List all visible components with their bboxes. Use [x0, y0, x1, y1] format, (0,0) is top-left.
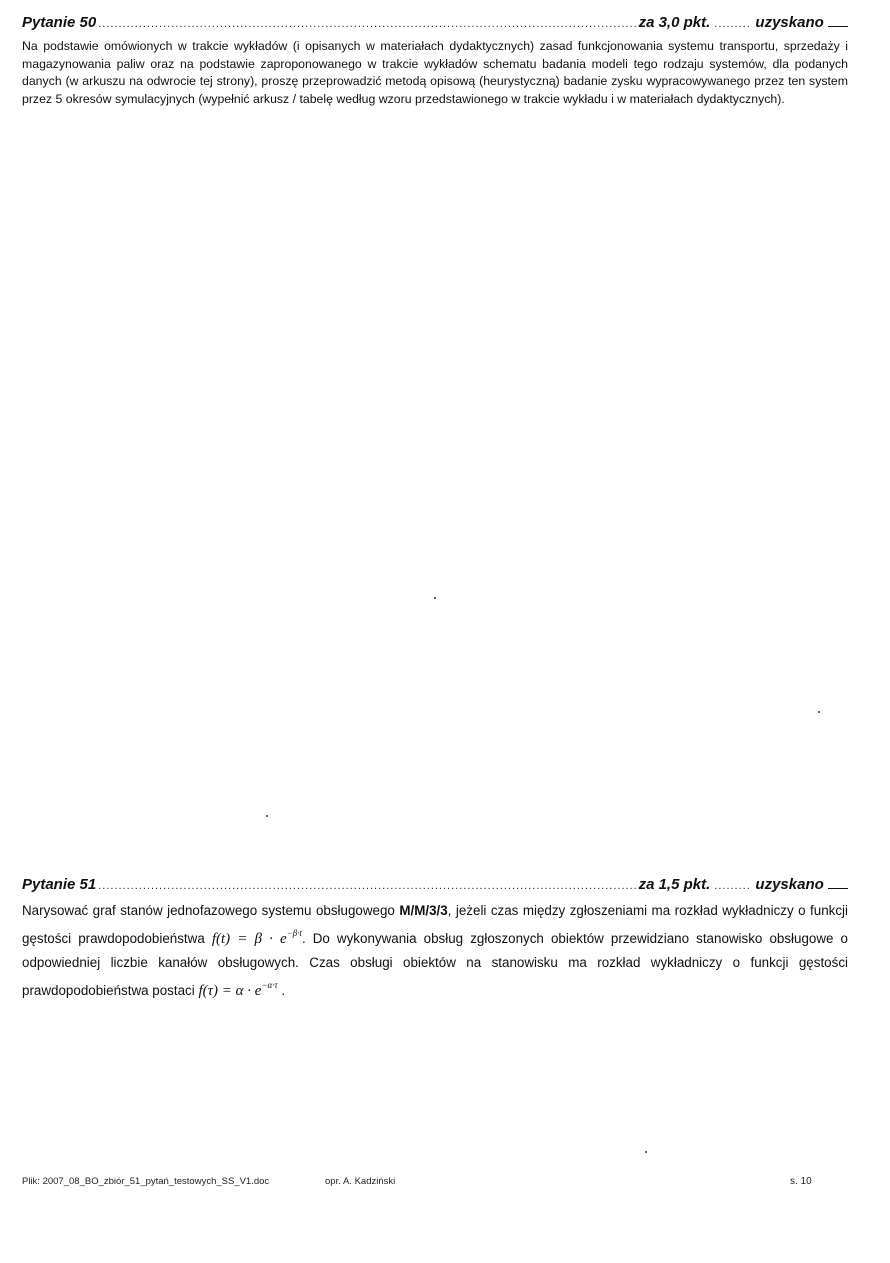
question-51-text-1: Narysować graf stanów jednofazowego systemu obsługowego	[22, 903, 400, 918]
arrival-density-formula	[211, 928, 302, 947]
leader-dots-short	[714, 880, 751, 892]
service-density-formula	[198, 980, 278, 999]
question-51-points: za 1,5 pkt.	[638, 876, 711, 893]
question-50-points: za 3,0 pkt.	[638, 14, 711, 31]
question-51-title: Pytanie 51	[22, 876, 97, 893]
question-50-obtained-label: uzyskano	[755, 14, 824, 31]
leader-dots-short	[714, 18, 751, 30]
footer-author: opr. A. Kadziński	[325, 1176, 396, 1187]
question-51-text-4: .	[277, 983, 286, 998]
question-51-text-2: , jeżeli czas między zgłoszeniami ma rozkład wykładniczy o funkcji gęstości prawdopodobieństwa	[22, 903, 848, 946]
question-51-header	[22, 876, 848, 893]
arrival-formula-main: f(t) = β · e	[211, 931, 287, 947]
question-51-body	[22, 899, 848, 1003]
leader-dots	[98, 880, 636, 892]
queue-model-label: M/M/3/3	[399, 903, 448, 918]
question-50-body: Na podstawie omówionych w trakcie wykładów (i opisanych w materiałach dydaktycznych) zasad funkcjonowania systemu transportu, sprzedaży i magazynowania paliw oraz na podstawie zaproponowanego w trakcie wykładów schematu badania modeli tego rodzaju systemów, dla podanych danych (w arkuszu na odwrocie tej strony), proszę przeprowadzić metodą opisową (heurystyczną) badanie zysku wypracowywanego przez ten system przez 5 okresów symulacyjnych (wypełnić arkusz / tabelę według wzoru przedstawionego w trakcie wykładu i w materiałach dydaktycznych).	[22, 39, 848, 106]
service-formula-main: f(τ) = α · e	[198, 983, 262, 999]
scan-speck	[434, 597, 436, 599]
question-50-score-blank	[828, 14, 848, 27]
footer-file-name: Plik: 2007_08_BO_zbiór_51_pytań_testowych_SS_V1.doc	[22, 1176, 270, 1187]
scan-speck	[266, 815, 268, 817]
arrival-formula-exponent: −β·t	[286, 928, 302, 938]
scan-speck	[818, 711, 820, 713]
question-51-score-blank	[828, 876, 848, 889]
service-formula-exponent: −α·τ	[261, 980, 278, 990]
footer-page-number: s. 10	[790, 1176, 812, 1187]
question-51-obtained-label: uzyskano	[755, 876, 824, 893]
question-51-text-3: . Do wykonywania obsług zgłoszonych obiektów przewidziano stanowisko obsługowe o odpowiedniej liczbie kanałów obsługowych. Czas obsługi obiektów na stanowisku ma rozkład wykładniczy o funkcji gęstości prawdopodobieństwa postaci	[22, 931, 849, 998]
question-50-header	[22, 14, 848, 31]
question-50-title: Pytanie 50	[22, 14, 97, 31]
scan-speck	[645, 1151, 647, 1153]
leader-dots	[98, 18, 636, 30]
